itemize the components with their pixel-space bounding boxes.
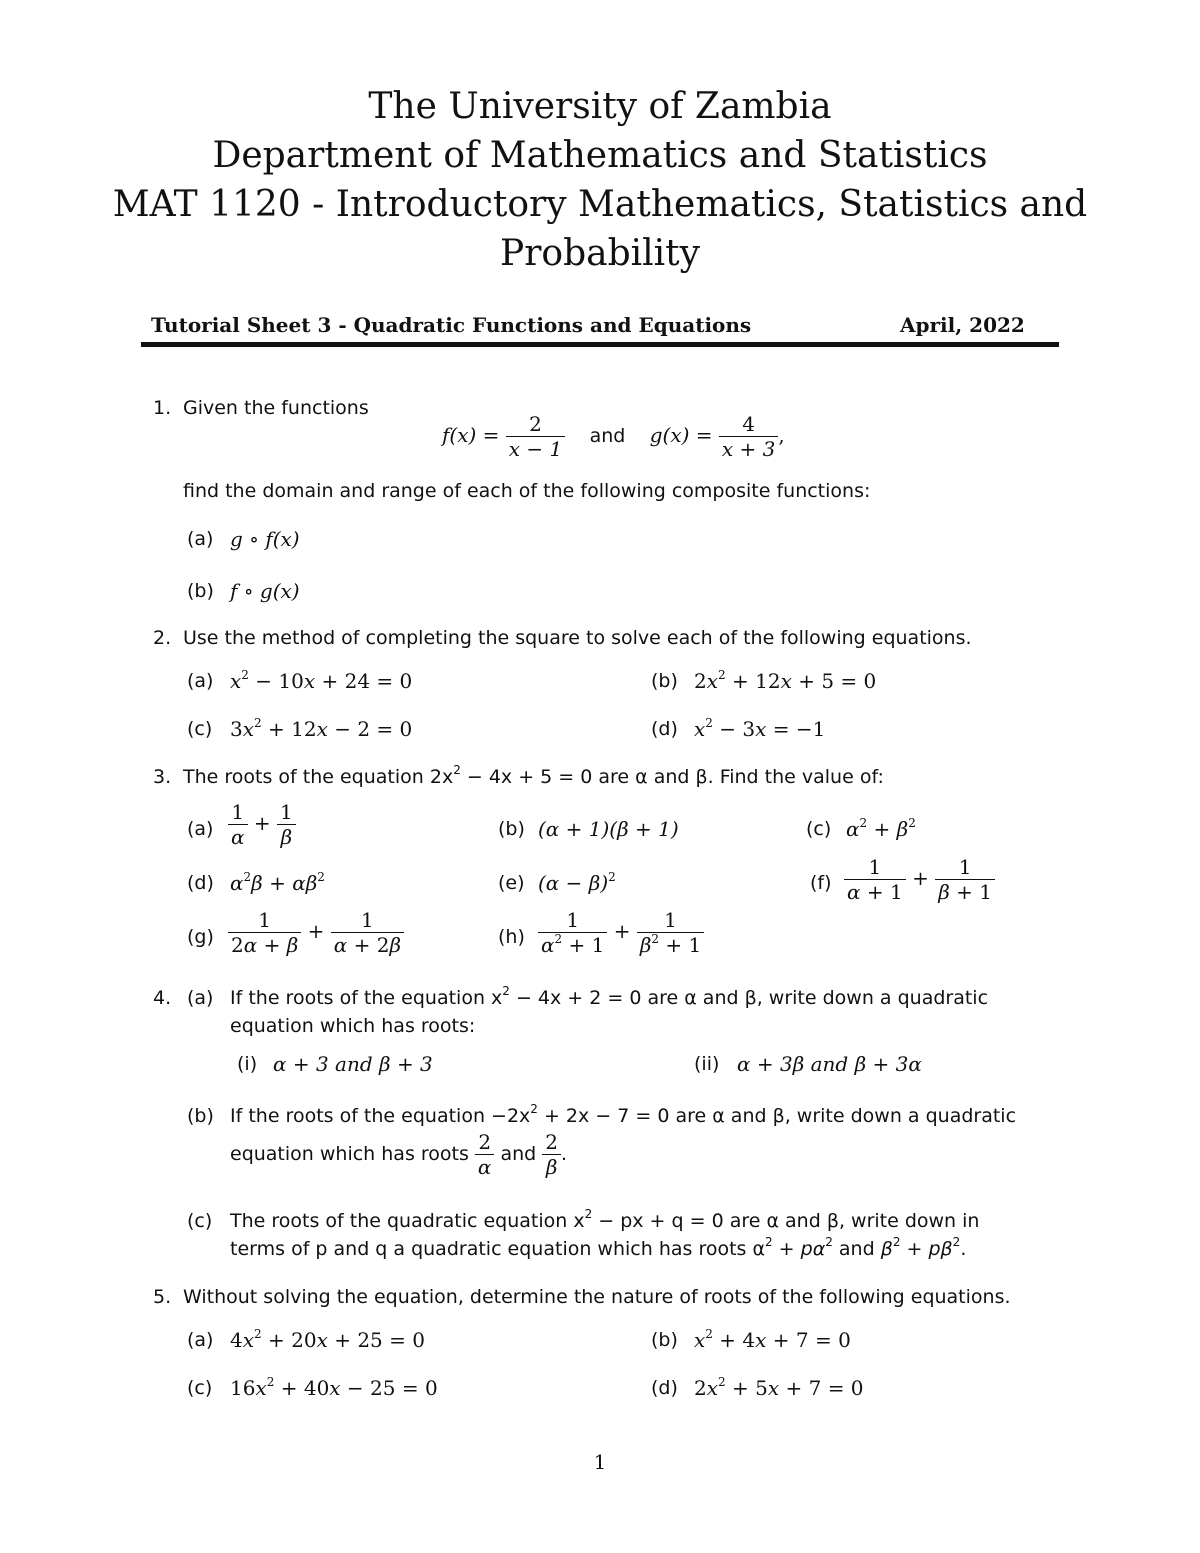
- q5c-label: (c): [187, 1377, 213, 1399]
- q5-number: 5.: [153, 1286, 172, 1308]
- q3f-expr: $\frac{1}{\alpha + 1}$ + $\frac{1}{\beta + 1}$: [844, 855, 995, 904]
- q3c-expr: $\alpha^2 + \beta^2$: [846, 816, 916, 841]
- q4c-text-line1: The roots of the quadratic equation $x^2$ − px + q = 0 are α and β, write down in: [230, 1207, 980, 1232]
- q2d-label: (d): [651, 718, 678, 740]
- q1-g-fraction: $\frac{4}{x + 3}$: [719, 412, 778, 461]
- q2a-label: (a): [187, 670, 214, 692]
- q1a-label: (a): [187, 528, 214, 550]
- course-title-line1: MAT 1120 - Introductory Mathematics, Statistics and: [112, 184, 1088, 225]
- q1-functions: f(x) = $\frac{2}{x - 1}$ and g(x) = $\frac{4}{x + 3}$ ,: [442, 412, 785, 461]
- q4a-label: (a): [187, 987, 214, 1009]
- q5b-label: (b): [651, 1329, 678, 1351]
- q1-f-lhs: f(x) =: [442, 423, 500, 447]
- q1b-expr: f ∘ g(x): [230, 579, 300, 603]
- q3a-label: (a): [187, 818, 214, 840]
- page-number: 1: [593, 1450, 607, 1474]
- q4a-i-label: (i): [237, 1053, 258, 1075]
- q3g-expr: $\frac{1}{2\alpha + \beta}$ + $\frac{1}{\alpha + 2\beta}$: [228, 908, 404, 957]
- department-title: Department of Mathematics and Statistics: [212, 135, 988, 176]
- q5-text: Without solving the equation, determine the nature of roots of the following equations.: [183, 1286, 1011, 1308]
- q1-f-fraction: $\frac{2}{x - 1}$: [506, 412, 565, 461]
- header-rule: [141, 342, 1059, 347]
- q3b-label: (b): [498, 818, 525, 840]
- q4-number: 4.: [153, 987, 172, 1009]
- q2a-expr: $x^2 - 10x + 24 = 0$: [230, 668, 413, 693]
- sheet-title: Tutorial Sheet 3 - Quadratic Functions and Equations: [151, 313, 752, 337]
- q3a-expr: $\frac{1}{\alpha}$ + $\frac{1}{\beta}$: [228, 800, 296, 849]
- q3-number: 3.: [153, 766, 172, 788]
- q2-number: 2.: [153, 627, 172, 649]
- q1-number: 1.: [153, 397, 172, 419]
- q2d-expr: $x^2 - 3x = -1$: [694, 716, 826, 741]
- q3e-label: (e): [498, 872, 525, 894]
- q3e-expr: $(\alpha - \beta)^2$: [538, 870, 616, 895]
- q5a-label: (a): [187, 1329, 214, 1351]
- q1-and: and: [589, 425, 626, 447]
- q1-intro: Given the functions: [183, 397, 369, 419]
- q4c-text-line2: terms of p and q a quadratic equation which has roots $\alpha^2 + p\alpha^2$ and $\beta^2 + p\beta^2$.: [230, 1235, 967, 1260]
- q4c-label: (c): [187, 1210, 213, 1232]
- q3g-label: (g): [187, 926, 214, 948]
- q3h-expr: $\frac{1}{\alpha^2 + 1}$ + $\frac{1}{\beta^2 + 1}$: [538, 908, 704, 957]
- university-title: The University of Zambia: [368, 86, 832, 127]
- q4a-text-line1: If the roots of the equation $x^2 - 4x + 2 = 0$ are α and β, write down a quadratic: [230, 984, 989, 1009]
- q2c-expr: $3x^2 + 12x - 2 = 0$: [230, 716, 413, 741]
- q4a-text-line2: equation which has roots:: [230, 1015, 476, 1037]
- q1-g-lhs: g(x) =: [649, 423, 713, 447]
- q4a-ii-expr: α + 3β and β + 3α: [737, 1052, 922, 1076]
- q4b-text-line1: If the roots of the equation $-2x^2 + 2x - 7 = 0$ are α and β, write down a quadratic: [230, 1102, 1017, 1127]
- q3-text: The roots of the equation $2x^2 - 4x + 5 = 0$ are α and β. Find the value of:: [183, 763, 884, 788]
- q2c-label: (c): [187, 718, 213, 740]
- q5a-expr: $4x^2 + 20x + 25 = 0$: [230, 1327, 425, 1352]
- q5d-label: (d): [651, 1377, 678, 1399]
- sheet-date: April, 2022: [900, 313, 1025, 337]
- q4a-ii-label: (ii): [694, 1053, 720, 1075]
- q3c-label: (c): [806, 818, 832, 840]
- q3f-label: (f): [810, 872, 832, 894]
- q4b-label: (b): [187, 1105, 214, 1127]
- q5c-expr: $16x^2 + 40x - 25 = 0$: [230, 1375, 438, 1400]
- q3d-label: (d): [187, 872, 214, 894]
- q4b-text-line2: equation which has roots $\frac{2}{\alpha}$ and $\frac{2}{\beta}$ .: [230, 1130, 568, 1179]
- q2b-label: (b): [651, 670, 678, 692]
- q5b-expr: $x^2 + 4x + 7 = 0$: [694, 1327, 851, 1352]
- q1a-expr: g ∘ f(x): [230, 527, 300, 551]
- q2-text: Use the method of completing the square to solve each of the following equations.: [183, 627, 972, 649]
- q3h-label: (h): [498, 926, 525, 948]
- q2b-expr: $2x^2 + 12x + 5 = 0$: [694, 668, 877, 693]
- q3b-expr: (α + 1)(β + 1): [538, 817, 679, 841]
- q5d-expr: $2x^2 + 5x + 7 = 0$: [694, 1375, 864, 1400]
- q1-instruction: find the domain and range of each of the following composite functions:: [183, 480, 871, 502]
- q4a-i-expr: α + 3 and β + 3: [273, 1052, 433, 1076]
- q3d-expr: $\alpha^2\beta + \alpha\beta^2$: [230, 870, 325, 895]
- q1b-label: (b): [187, 580, 214, 602]
- course-title-line2: Probability: [499, 233, 700, 274]
